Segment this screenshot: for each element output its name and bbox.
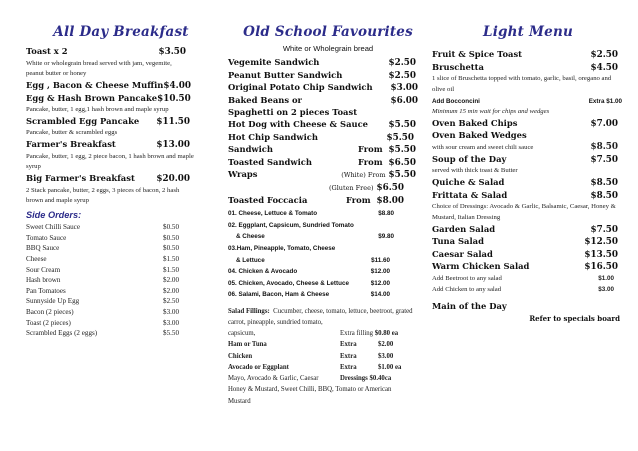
- menu-item: Bruschetta $4.50: [432, 61, 618, 73]
- foccacia-item: 06. Salami, Bacon, Ham & Cheese $14.00: [228, 291, 390, 299]
- menu-item: Toasted Foccacia From $8.00: [228, 194, 404, 206]
- old-school-favourites-title: Old School Favourites: [243, 24, 413, 40]
- menu-item: Add Beetroot to any salad $1.00: [432, 275, 614, 283]
- menu-item: Big Farmer's Breakfast $20.00: [26, 173, 190, 185]
- menu-item: Sandwich From $5.50: [228, 144, 416, 156]
- menu-item-desc: Pancake, butter, 1 egg,1 hash brown and maple syrup: [26, 106, 169, 114]
- foccacia-item: & Cheese $9.80: [236, 233, 394, 241]
- foccacia-item: & Lettuce $11.60: [236, 256, 390, 264]
- menu-item-desc: White or wholegrain bread served with jam, vegemite, peanut butter or honey: [26, 59, 172, 78]
- specials-note: Refer to specials board: [529, 314, 620, 324]
- menu-item-desc: 1 slice of Bruschetta topped with tomato, garlic, basil, oregano and olive oil: [432, 75, 612, 93]
- menu-item: Wraps (White) From $5.50: [228, 169, 416, 181]
- side-orders-title: Side Orders:: [26, 210, 82, 221]
- menu-item: Toast x 2 $3.50: [26, 46, 186, 57]
- menu-item-desc: Pancake, butter & scrambled eggs: [26, 129, 118, 137]
- menu-item: Tuna Salad $12.50: [432, 236, 618, 248]
- favourites-list: [228, 57, 428, 407]
- side-item: Sour Cream $1.50: [26, 265, 179, 274]
- menu-item: Oven Baked Wedges: [432, 130, 527, 141]
- salad-fillings-text: Cucumber, cheese, tomato, lettuce, beetroot, grated carrot, pineapple, sundried tomato,: [228, 307, 413, 327]
- side-item: Sweet Chilli Sauce $0.50: [26, 223, 179, 232]
- menu-item: Soup of the Day $7.50: [432, 153, 618, 165]
- extra-filling-row: capsicum, Extra filling $0.80 ea: [228, 330, 399, 338]
- dressings-list: Honey & Mustard, Sweet Chilli, BBQ, Tomato or American Mustard: [228, 386, 392, 405]
- side-item: Pan Tomatoes $2.00: [26, 286, 179, 295]
- menu-item: Egg , Bacon & Cheese Muffin $4.00: [26, 80, 191, 91]
- menu-item-desc: Choice of Dressings: Avocado & Garlic, Balsamic, Caesar, Honey & Mustard, Italian Dressing: [432, 203, 616, 221]
- menu-item: Fruit & Spice Toast $2.50: [432, 49, 618, 60]
- foccacia-item: 04. Chicken & Avocado $12.00: [228, 268, 390, 276]
- menu-item: Hot Chip Sandwich $5.50: [228, 131, 414, 143]
- breakfast-list: [26, 46, 216, 339]
- all-day-breakfast-column: [26, 0, 216, 451]
- menu-item: Caesar Salad $13.50: [432, 248, 618, 260]
- light-menu-column: [432, 0, 624, 451]
- extra-row: Chicken Extra $3.00: [228, 352, 394, 360]
- menu-item: Add Bocconcini Extra $1.00: [432, 97, 622, 105]
- foccacia-item: 01. Cheese, Lettuce & Tomato $8.80: [228, 210, 394, 218]
- menu-item: Frittata & Salad $8.50: [432, 189, 618, 201]
- foccacia-item: 02. Eggplant, Capsicum, Sundried Tomato: [228, 221, 354, 229]
- extra-row: Ham or Tuna Extra $2.00: [228, 341, 394, 349]
- menu-item: Hot Dog with Cheese & Sauce $5.50: [228, 118, 416, 130]
- menu-item: Peanut Butter Sandwich $2.50: [228, 69, 416, 81]
- salad-fillings: [228, 306, 418, 328]
- light-menu-list: [432, 49, 624, 325]
- menu-item: Vegemite Sandwich $2.50: [228, 57, 416, 68]
- old-school-favourites-column: [228, 0, 428, 451]
- dressings-row: Mayo, Avocado & Garlic, Caesar Dressings $0.40ca: [228, 375, 392, 383]
- menu-item: (Gluten Free) $6.50: [328, 182, 404, 193]
- menu-item-desc: Pancake, butter, 1 egg, 2 piece bacon, 1 hash brown and maple syrup: [26, 152, 194, 171]
- side-item: BBQ Sauce $0.50: [26, 244, 179, 253]
- side-item: Scrambled Eggs (2 eggs) $5.50: [26, 329, 179, 338]
- side-item: Tomato Sauce $0.50: [26, 233, 179, 242]
- side-item: Toast (2 pieces) $3.00: [26, 318, 179, 327]
- menu-item-desc: 2 Stack pancake, butter, 2 eggs, 3 pieces of bacon, 2 hash brown and maple syrup: [26, 186, 180, 205]
- menu-item: Farmer's Breakfast $13.00: [26, 139, 190, 151]
- menu-item-desc: served with thick toast & Butter: [432, 167, 518, 175]
- menu-item: Original Potato Chip Sandwich $3.00: [228, 82, 418, 94]
- salad-fillings-label: Salad Fillings:: [228, 307, 270, 315]
- menu-item: Garden Salad $7.50: [432, 223, 618, 235]
- foccacia-item: 05. Chicken, Avocado, Cheese & Lettuce $12.00: [228, 279, 390, 287]
- menu-item: Quiche & Salad $8.50: [432, 177, 618, 189]
- side-item: Cheese $1.50: [26, 254, 179, 263]
- menu-item: Scrambled Egg Pancake $11.50: [26, 115, 190, 127]
- side-orders-list: [26, 222, 216, 339]
- side-item: Sunnyside Up Egg $2.50: [26, 297, 179, 306]
- menu-item-desc: with sour cream and sweet chili sauce $8.50: [432, 142, 618, 153]
- foccacia-list: [228, 208, 428, 301]
- wait-note: Minimum 15 min wait for chips and wedges: [432, 108, 550, 116]
- main-of-the-day-title: Main of the Day: [432, 301, 507, 312]
- side-item: Bacon (2 pieces) $3.00: [26, 307, 179, 316]
- menu-item: Egg & Hash Brown Pancake $10.50: [26, 92, 191, 104]
- menu-item: Warm Chicken Salad $16.50: [432, 261, 618, 273]
- bread-subtitle: White or Wholegrain bread: [282, 44, 374, 53]
- menu-item: Toasted Sandwich From $6.50: [228, 156, 416, 168]
- menu-item: Add Chicken to any salad $3.00: [432, 285, 614, 293]
- menu-item: Spaghetti on 2 pieces Toast: [228, 107, 358, 118]
- extra-row: Avocado or Eggplant Extra $1.00 ea: [228, 363, 402, 371]
- menu-item: Baked Beans or $6.00: [228, 94, 418, 106]
- light-menu-title: Light Menu: [483, 24, 573, 40]
- menu-item: Oven Baked Chips $7.00: [432, 117, 618, 129]
- foccacia-item: 03.Ham, Pineapple, Tomato, Cheese: [228, 244, 336, 252]
- all-day-breakfast-title: All Day Breakfast: [53, 24, 189, 40]
- side-item: Hash brown $2.00: [26, 276, 179, 285]
